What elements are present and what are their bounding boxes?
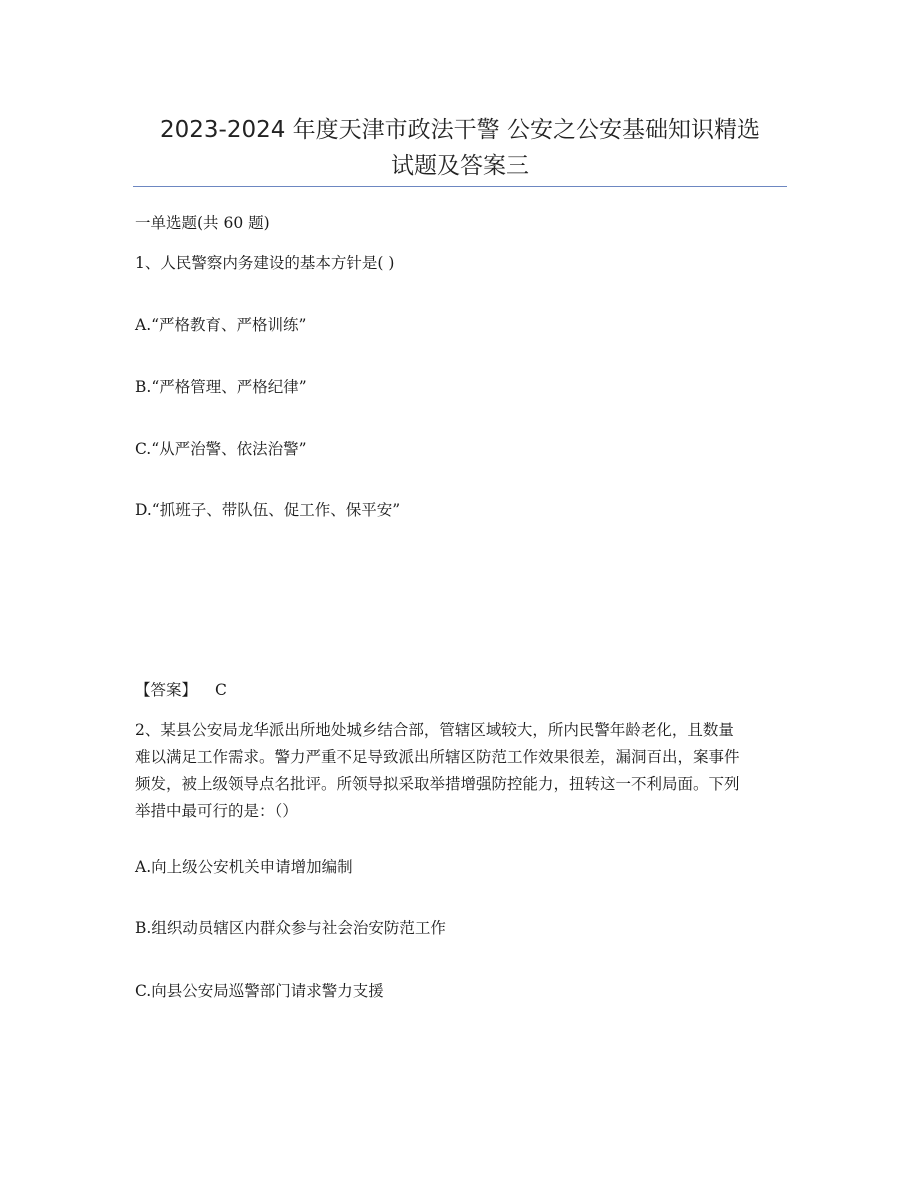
question-2-stem-line-2: 难以满足工作需求。警力严重不足导致派出所辖区防范工作效果很差，漏洞百出，案事件 xyxy=(135,748,740,766)
question-2-stem-line-3: 频发，被上级领导点名批评。所领导拟采取举措增强防控能力，扭转这一不利局面。下列 xyxy=(135,775,740,793)
question-1-option-c: C.“从严治警、依法治警” xyxy=(135,440,307,458)
question-2-stem xyxy=(135,717,785,825)
question-2-stem-line-4: 举措中最可行的是：（） xyxy=(135,802,298,820)
answer-value: C xyxy=(215,681,227,699)
answer-line xyxy=(135,680,785,700)
section-header: 一单选题(共 60 题) xyxy=(135,214,270,232)
title-line-1: 2023-2024 年度天津市政法干警 公安之公安基础知识精选 xyxy=(160,117,760,143)
question-2-option-a: A.向上级公安机关申请增加编制 xyxy=(135,858,353,876)
title-line-2: 试题及答案三 xyxy=(391,153,529,179)
document-title xyxy=(120,112,800,184)
question-1-option-a: A.“严格教育、严格训练” xyxy=(135,316,307,334)
title-underline xyxy=(133,186,787,187)
question-1-option-d: D.“抓班子、带队伍、促工作、保平安” xyxy=(135,501,401,519)
question-2-option-c: C.向县公安局巡警部门请求警力支援 xyxy=(135,982,384,1000)
question-2-stem-line-1: 2、某县公安局龙华派出所地处城乡结合部，管辖区域较大，所内民警年龄老化，且数量 xyxy=(135,721,734,739)
question-2-option-b: B.组织动员辖区内群众参与社会治安防范工作 xyxy=(135,919,446,937)
question-1-option-b: B.“严格管理、严格纪律” xyxy=(135,378,307,396)
question-1-stem: 1、人民警察内务建设的基本方针是( ) xyxy=(135,254,395,272)
answer-label: 【答案】 xyxy=(135,681,198,699)
